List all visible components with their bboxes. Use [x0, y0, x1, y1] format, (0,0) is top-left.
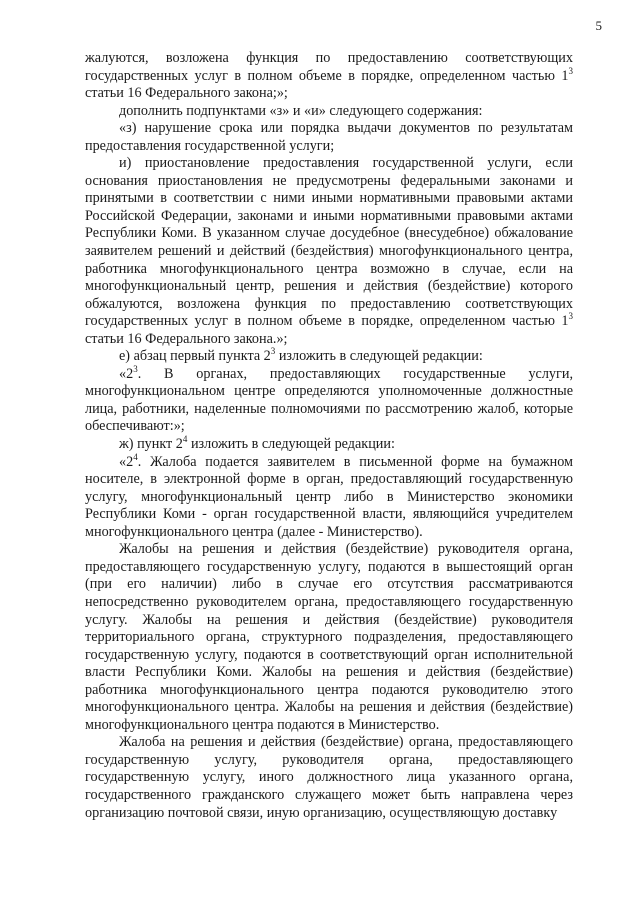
document-body — [85, 50, 573, 822]
paragraph-text: жалуются, возложена функция по предоставлению соответствующих государственных услуг в полном объеме в порядке, определенном частью 1 — [85, 50, 573, 84]
superscript: 3 — [133, 363, 138, 374]
paragraph — [85, 50, 573, 103]
paragraph-text: «2 — [119, 365, 134, 382]
paragraph-text: «з) нарушение срока или порядка выдачи документов по результатам предоставления государственной услуги; — [85, 120, 573, 154]
paragraph — [85, 363, 573, 436]
paragraph-text-tail: . Жалоба подается заявителем в письменной форме на бумажном носителе, в электронной форме в орган, предоставляющий государственную услугу, многофункциональный центр либо в Министерство экономики Республики Коми - орган государственной власти, являющийся учредителем многофункционального центра (далее - Министерство). — [85, 453, 573, 540]
page-number: 5 — [595, 18, 602, 33]
paragraph-text: е) абзац первый пункта 2 — [119, 348, 271, 365]
superscript: 4 — [182, 434, 188, 445]
paragraph — [85, 120, 573, 155]
paragraph-text: дополнить подпунктами «з» и «и» следующего содержания: — [119, 102, 483, 119]
paragraph — [85, 155, 573, 348]
paragraph-text-tail: . В органах, предоставляющих государственные услуги, многофункциональном центре определяются уполномоченные должностные лица, работники, наделенные полномочиями по рассмотрению жалоб, которые обеспечивают:»; — [85, 365, 573, 435]
paragraph-text: Жалоба на решения и действия (бездействие) органа, предоставляющего государственную услугу, руководителя органа, предоставляющего государственную услугу, иного должностного лица указанного органа, государственного гражданского служащего может быть направлена через организацию почтовой связи, иную организацию, осуществляющую доставку — [85, 734, 573, 821]
paragraph-text: ж) пункт 2 — [119, 436, 183, 453]
paragraph — [85, 451, 573, 542]
paragraph — [85, 436, 573, 454]
superscript: 3 — [568, 65, 573, 76]
paragraph-text-tail: статьи 16 Федерального закона;»; — [85, 85, 288, 102]
paragraph — [85, 348, 573, 366]
paragraph — [85, 541, 573, 734]
paragraph-text: и) приостановление предоставления государственной услуги, если основания приостановления не предусмотрены федеральными законами и принятыми в соответствии с ними иными нормативными правовыми актами Российской Федерации, законами и иными нормативными правовыми актами Республики Коми. В указанном случае досудебное (внесудебное) обжалование заявителем решений и действий (бездействия) многофункционального центра, работника многофункционального центра возможно в случае, если на многофункциональный центр, решения и действия (бездействие) которого обжалуются, возложена функция по предоставлению соответствующих государственных услуг в полном объеме в порядке, определенном частью 1 — [85, 155, 573, 330]
superscript: 3 — [270, 346, 276, 357]
paragraph — [85, 103, 573, 121]
superscript: 3 — [568, 311, 573, 322]
superscript: 4 — [133, 451, 138, 462]
paragraph-text: «2 — [119, 453, 134, 470]
paragraph-text-tail: статьи 16 Федерального закона.»; — [85, 330, 288, 347]
paragraph-text-tail: изложить в следующей редакции: — [275, 348, 483, 365]
paragraph-text: Жалобы на решения и действия (бездействие) руководителя органа, предоставляющего государственную услугу, подаются в вышестоящий орган (при его наличии) либо в случае его отсутствия рассматриваются непосредственно руководителем органа, предоставляющего государственную услугу. Жалобы на решения и действия (бездействие) руководителя территориального органа, структурного подразделения, предоставляющего государственную услугу, подаются в соответствующий орган исполнительной власти Республики Коми. Жалобы на решения и действия (бездействие) работника многофункционального центра подаются руководителю этого многофункционального центра. Жалобы на решения и действия (бездействие) многофункционального центра подаются в Министерство. — [85, 541, 573, 733]
paragraph — [85, 734, 573, 822]
paragraph-text-tail: изложить в следующей редакции: — [187, 436, 395, 453]
